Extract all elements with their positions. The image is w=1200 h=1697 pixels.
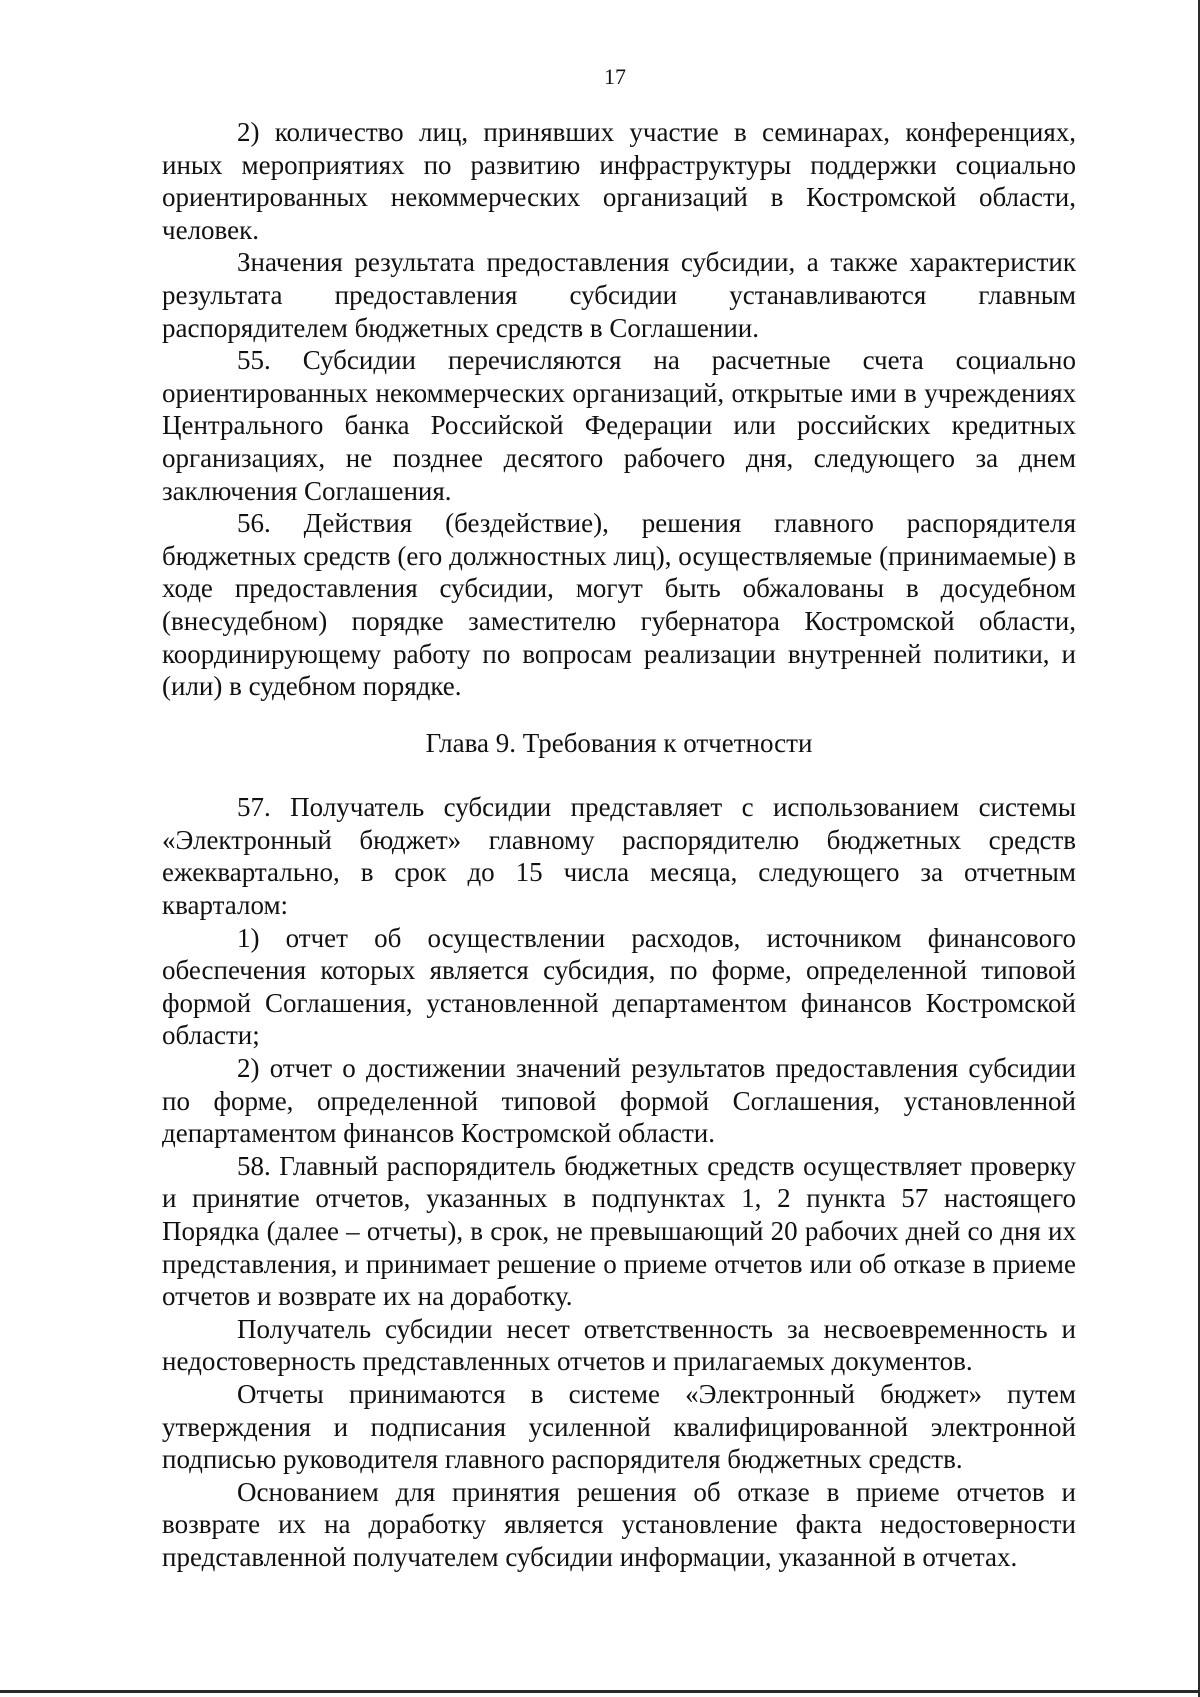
paragraph-subitem-2-persons: 2) количество лиц, принявших участие в семинарах, конференциях, иных мероприятиях по развитию инфраструктуры поддержки социально ориентированных некоммерческих организаций в Костромской области, человек. xyxy=(162,117,1076,245)
paragraph-57: 57. Получатель субсидии представляет с использованием системы «Электронный бюджет» главному распорядителю бюджетных средств ежеквартально, в срок до 15 числа месяца, следующего за отчетным кварталом: xyxy=(162,792,1076,921)
paragraph-57-subitem-1: 1) отчет об осуществлении расходов, источником финансового обеспечения которых является субсидия, по форме, определенной типовой формой Соглашения, установленной департаментом финансов Костромской области; xyxy=(162,922,1076,1051)
paragraph-58: 58. Главный распорядитель бюджетных средств осуществляет проверку и принятие отчетов, указанных в подпунктах 1, 2 пункта 57 настоящего Порядка (далее – отчеты), в срок, не превышающий 20 рабочих дней со дня их представления, и принимает решение о приеме отчетов или об отказе в приеме отчетов и возврате их на доработку. xyxy=(162,1150,1076,1312)
document-body xyxy=(162,116,1076,1574)
scan-edge-bottom xyxy=(0,1690,1200,1693)
paragraph-recipient-responsibility: Получатель субсидии несет ответственность за несвоевременность и недостоверность представленных отчетов и прилагаемых документов. xyxy=(162,1313,1076,1377)
chapter-heading: Глава 9. Требования к отчетности xyxy=(425,727,813,758)
paragraph-55: 55. Субсидии перечисляются на расчетные счета социально ориентированных некоммерческих организаций, открытые ими в учреждениях Центрального банка Российской Федерации или российских кредитных организациях, не позднее десятого рабочего дня, следующего за днем заключения Соглашения. xyxy=(162,345,1076,506)
paragraph-reports-acceptance: Отчеты принимаются в системе «Электронный бюджет» путем утверждения и подписания усиленной квалифицированной электронной подписью руководителя главного распорядителя бюджетных средств. xyxy=(162,1378,1076,1475)
paragraph-result-values: Значения результата предоставления субсидии, а также характеристик результата предоставления субсидии устанавливаются главным распорядителем бюджетных средств в Соглашении. xyxy=(162,247,1076,343)
paragraph-57-subitem-2: 2) отчет о достижении значений результатов предоставления субсидии по форме, определенной типовой формой Соглашения, установленной департаментом финансов Костромской области. xyxy=(162,1053,1076,1149)
page-number: 17 xyxy=(604,64,626,89)
paragraph-refusal-grounds: Основанием для принятия решения об отказе в приеме отчетов и возврате их на доработку является установление факта недостоверности представленной получателем субсидии информации, указанной в отчетах. xyxy=(162,1476,1076,1572)
paragraph-56: 56. Действия (бездействие), решения главного распорядителя бюджетных средств (его должностных лиц), осуществляемые (принимаемые) в ходе предоставления субсидии, могут быть обжалованы в досудебном (внесудебном) порядке заместителю губернатора Костромской области, координирующему работу по вопросам реализации внутренней политики, и (или) в судебном порядке. xyxy=(162,508,1076,702)
